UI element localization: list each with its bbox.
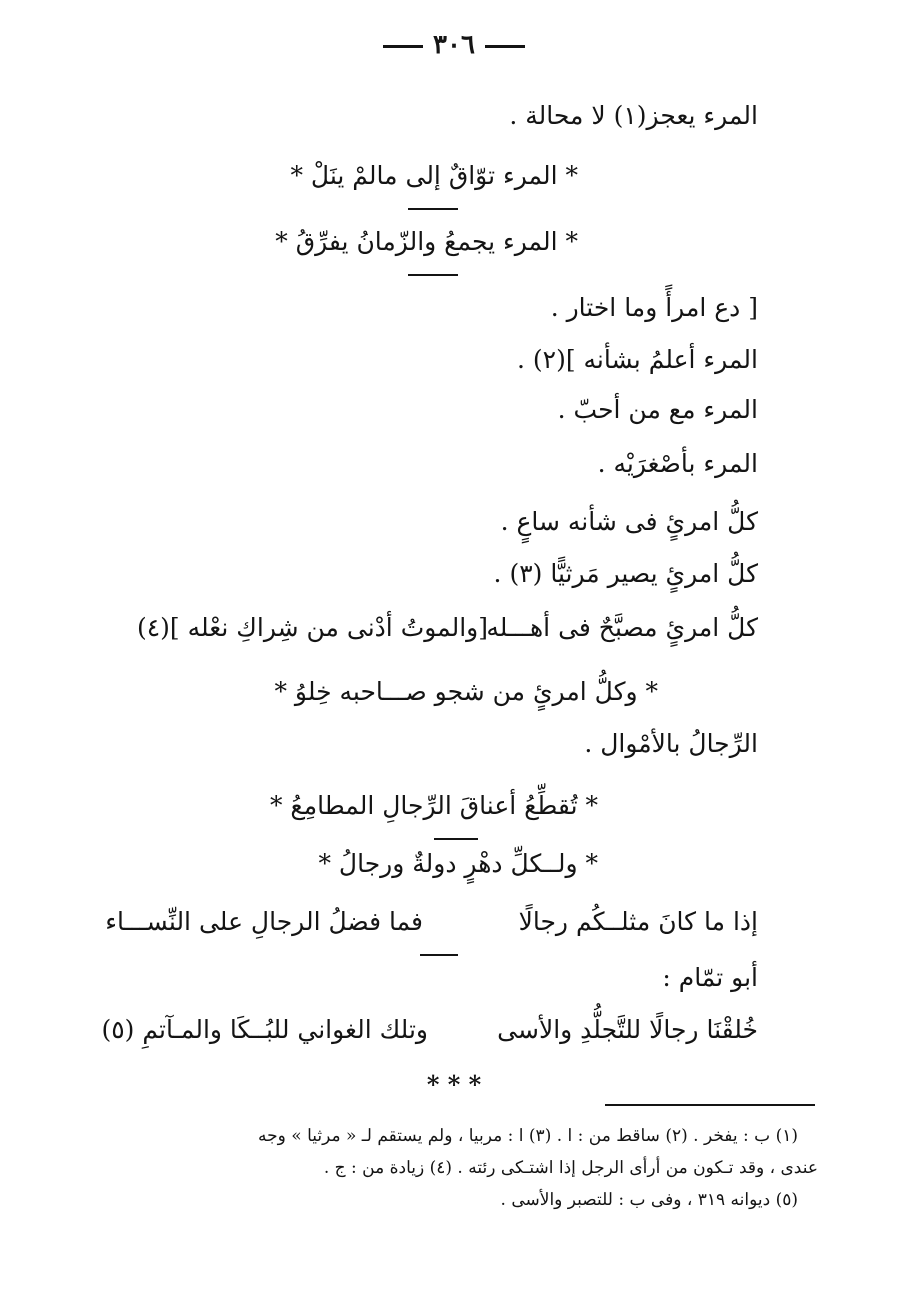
header-dash-right	[485, 45, 525, 48]
text-line: الرِّجالُ بالأمْوال .	[584, 729, 758, 758]
attribution-line: أبو تمّام :	[662, 963, 758, 992]
text-line: المرء بأصْغرَيْه .	[597, 449, 758, 478]
verse-hemistich-first: كلُّ امرئٍ مصبَّحٌ فى أهـــله	[486, 613, 758, 642]
verse-separator	[408, 274, 458, 276]
verse-line: * المرء توّاقٌ إلى مالمْ ينَلْ *	[290, 161, 578, 190]
header-dash-left	[383, 45, 423, 48]
verse-hemistich-second: فما فضلُ الرجالِ على النِّســـاء	[105, 907, 423, 936]
text-line: [ دع امرأً وما اختار .	[550, 293, 758, 322]
verse-line: * تُقطِّعُ أعناقَ الرِّجالِ المطامِعُ *	[269, 791, 598, 820]
text-line: المرء يعجز(١) لا محالة .	[509, 101, 758, 130]
verse-hemistich-second: [والموتُ أدْنى من شِراكِ نعْله ](٤)	[136, 613, 488, 642]
page-header	[0, 30, 908, 60]
verse-separator	[420, 954, 458, 956]
verse-separator	[434, 838, 478, 840]
verse-hemistich-first: إذا ما كانَ مثلــكُم رجالًا	[518, 907, 758, 936]
footnote-rule	[605, 1104, 815, 1106]
verse-separator	[408, 208, 458, 210]
footnote-line: (٥) ديوانه ٣١٩ ، وفى ب : للتصبر والأسى .	[500, 1190, 798, 1210]
text-line: كلُّ امرئٍ فى شأنه ساعٍ .	[500, 507, 758, 536]
verse-line: * المرء يجمعُ والزّمانُ يفرِّقُ *	[275, 227, 578, 256]
verse-hemistich-first: خُلقْنَا رجالًا للتَّجلُّدِ والأسى	[497, 1015, 758, 1044]
page-number: ٣٠٦	[433, 30, 475, 60]
text-line: كلُّ امرئٍ يصير مَرثيًّا (٣) .	[493, 559, 758, 588]
text-line: المرء أعلمُ بشأنه ](٢) .	[516, 345, 758, 374]
verse-line: * وكلُّ امرئٍ من شجو صـــاحبه خِلوُ *	[274, 677, 658, 706]
verse-hemistich-second: وتلك الغواني للبُــكَا والمـآتمِ (٥)	[101, 1015, 428, 1044]
footnote-line: عندى ، وقد تـكون من أرأى الرجل إذا اشتـكى رئته . (٤) زيادة من : ج .	[323, 1158, 818, 1178]
text-line: المرء مع من أحبّ .	[557, 395, 758, 424]
section-stars: * * *	[426, 1070, 482, 1099]
verse-line: * ولــكلِّ دهْرٍ دولةٌ ورجالُ *	[318, 849, 598, 878]
footnote-line: (١) ب : يفخر . (٢) ساقط من : ا . (٣) ا : مربيا ، ولم يستقم لـ « مرثيا » وجه	[258, 1126, 798, 1146]
